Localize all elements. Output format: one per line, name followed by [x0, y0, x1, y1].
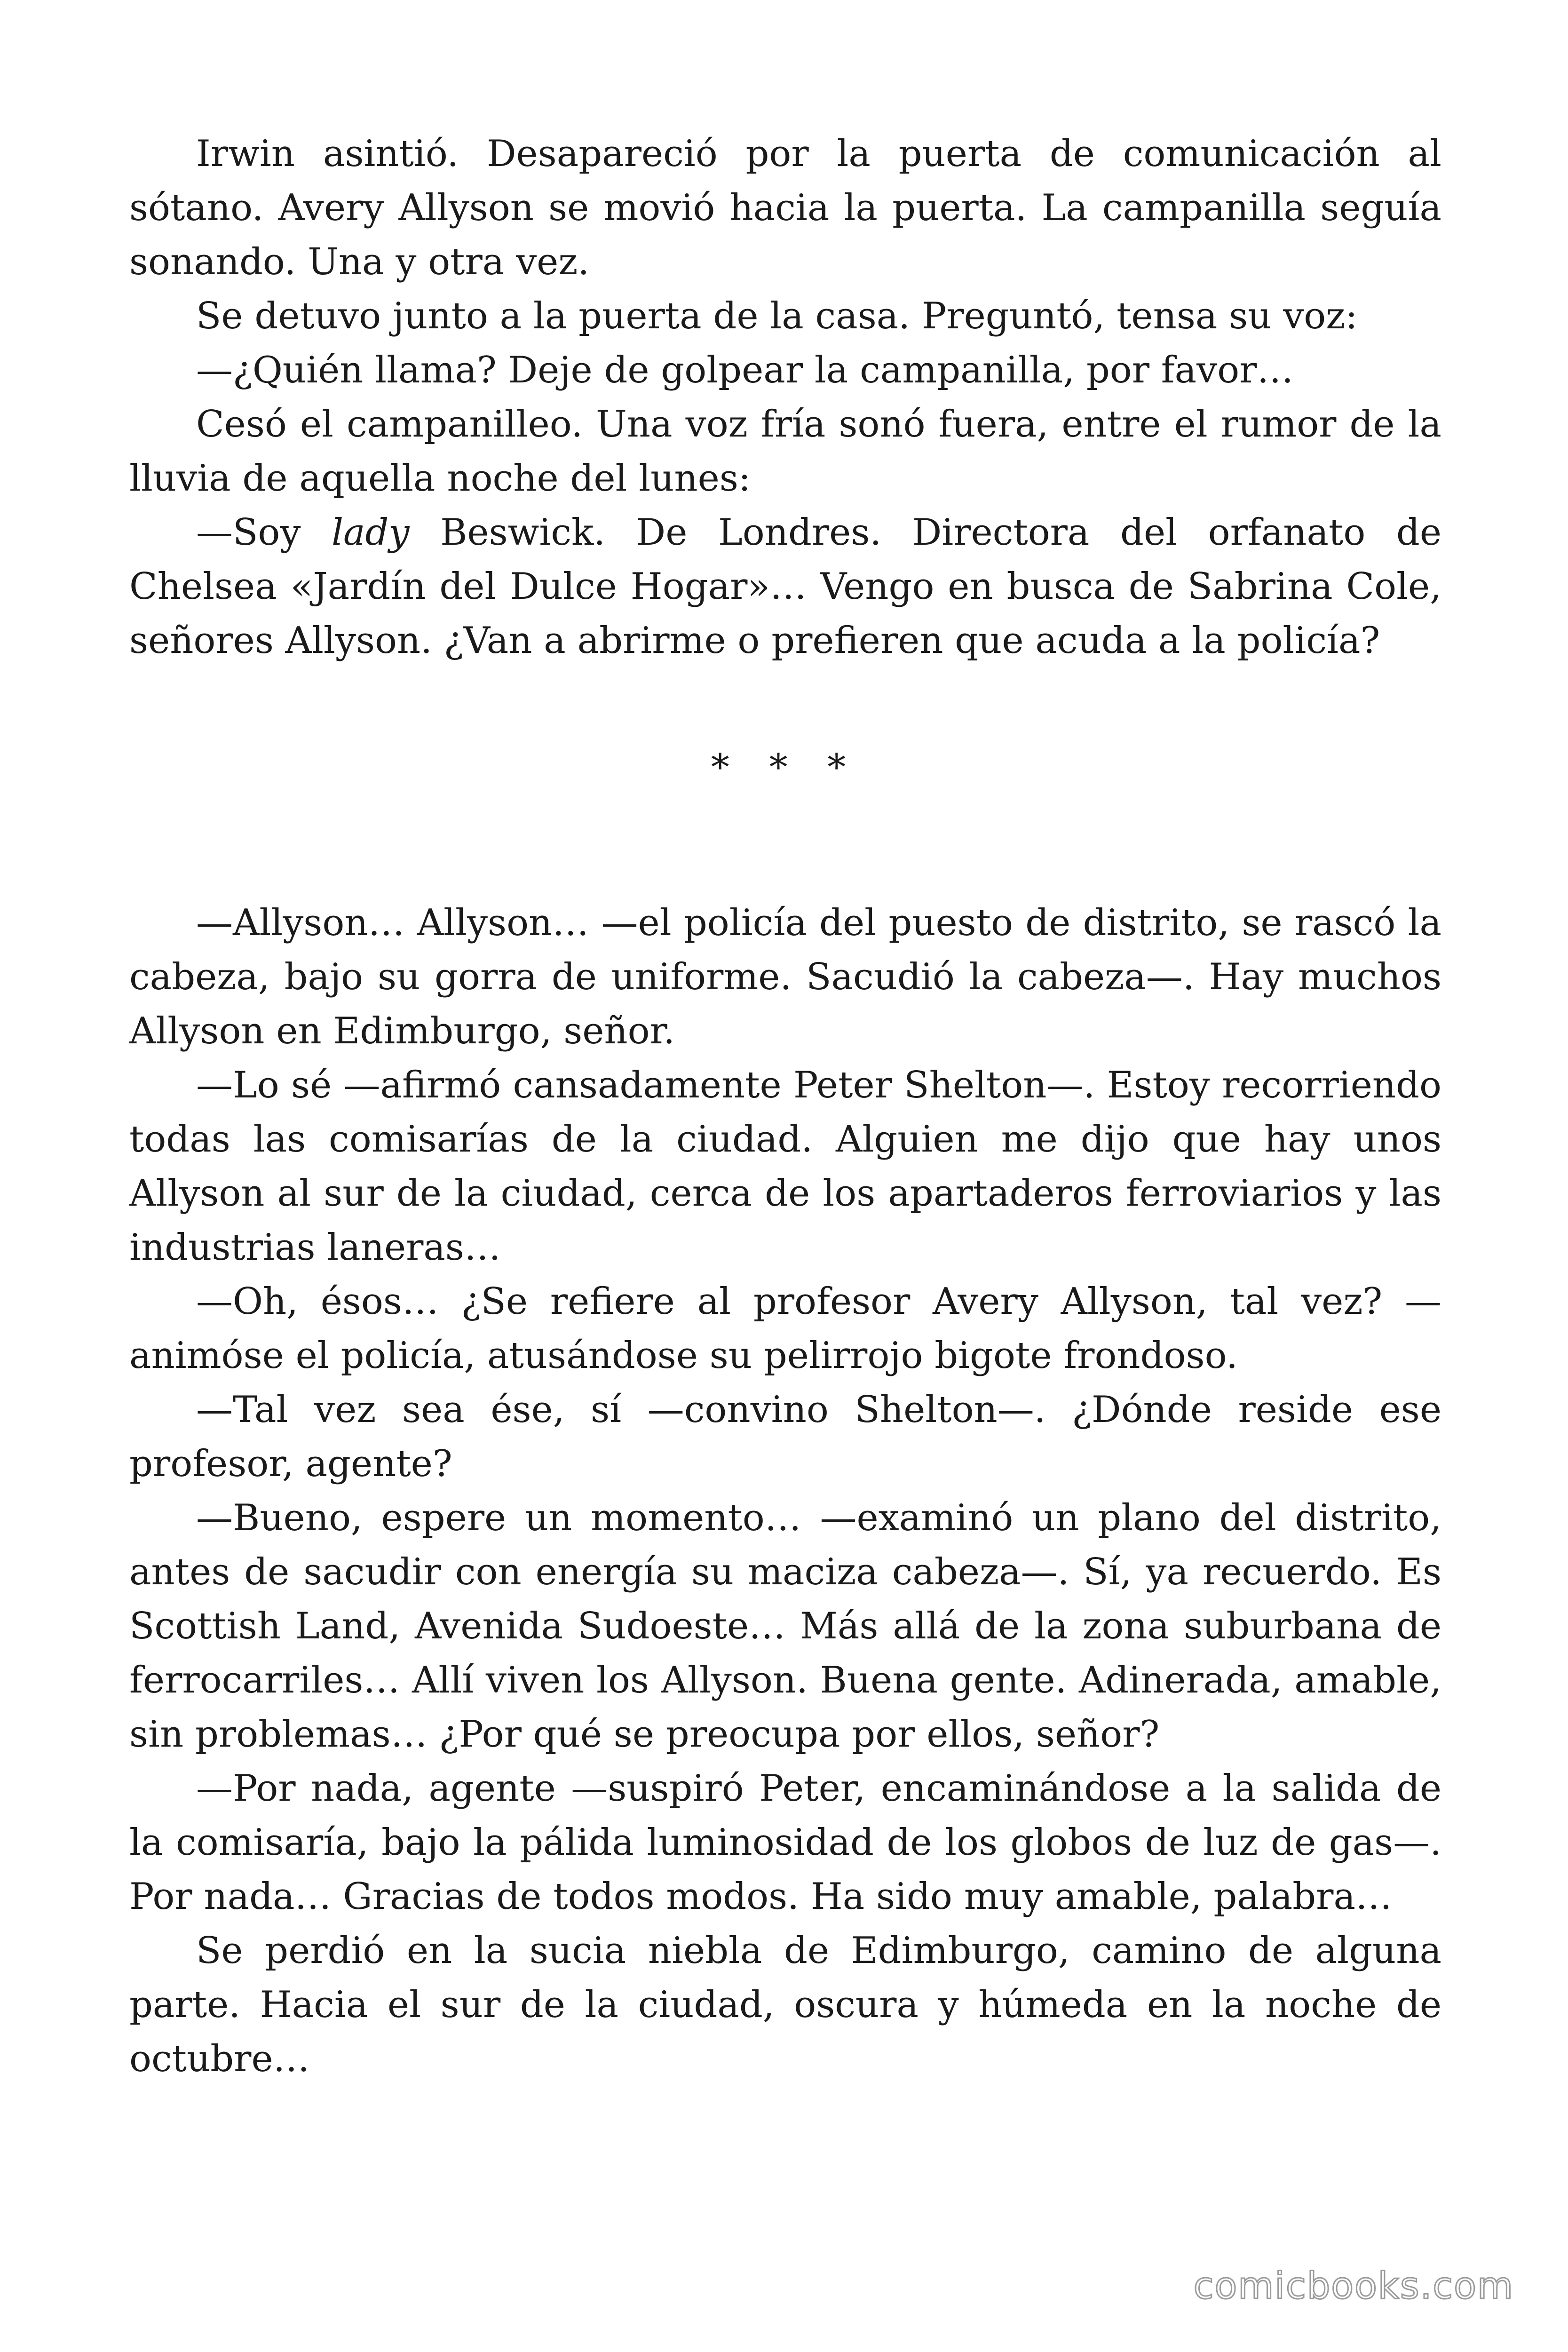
paragraph: —Oh, ésos… ¿Se refiere al profesor Avery Allyson, tal vez? —animóse el policía, atusándose su pelirrojo bigote frondoso.: [129, 1280, 1441, 1377]
paragraph-lady-beswick: [129, 506, 1441, 668]
scene-break: * * *: [711, 747, 860, 789]
paragraph: —¿Quién llama? Deje de golpear la campanilla, por favor…: [196, 349, 1294, 391]
book-page: [129, 127, 1441, 2086]
paragraph: Cesó el campanilleo. Una voz fría sonó fuera, entre el rumor de la lluvia de aquella noche del lunes:: [129, 403, 1441, 500]
watermark: comicbooks.com: [1193, 2265, 1514, 2307]
italic-word: lady: [332, 511, 410, 554]
paragraph: Se detuvo junto a la puerta de la casa. Preguntó, tensa su voz:: [196, 295, 1358, 337]
paragraph: —Por nada, agente —suspiró Peter, encaminándose a la salida de la comisaría, bajo la pálida luminosidad de los globos de luz de gas—. Por nada… Gracias de todos modos. Ha sido muy amable, palabra…: [129, 1767, 1441, 1918]
section-two: [129, 896, 1441, 2086]
paragraph: —Allyson… Allyson… —el policía del puesto de distrito, se rascó la cabeza, bajo su gorra de uniforme. Sacudió la cabeza—. Hay muchos Allyson en Edimburgo, señor.: [129, 902, 1441, 1052]
paragraph: Irwin asintió. Desapareció por la puerta de comunicación al sótano. Avery Allyson se movió hacia la puerta. La campanilla seguía sonando. Una y otra vez.: [129, 133, 1441, 283]
paragraph: —Lo sé —afirmó cansadamente Peter Shelton—. Estoy recorriendo todas las comisarías de la ciudad. Alguien me dijo que hay unos Allyson al sur de la ciudad, cerca de los apartaderos ferroviarios y las industrias laneras…: [129, 1064, 1441, 1269]
paragraph: —Bueno, espere un momento… —examinó un plano del distrito, antes de sacudir con energía su maciza cabeza—. Sí, ya recuerdo. Es Scottish Land, Avenida Sudoeste… Más allá de la zona suburbana de ferrocarriles… Allí viven los Allyson. Buena gente. Adinerada, amable, sin problemas… ¿Por qué se preocupa por ellos, señor?: [129, 1497, 1441, 1756]
paragraph: —Tal vez sea ése, sí —convino Shelton—. ¿Dónde reside ese profesor, agente?: [129, 1389, 1441, 1485]
text-segment: Beswick. De Londres. Directora del orfanato de Chelsea «Jardín del Dulce Hogar»… Vengo en busca de Sabrina Cole, señores Allyson. ¿Van a abrirme o prefieren que acuda a la policía?: [129, 511, 1441, 662]
text-segment: —Soy: [196, 511, 332, 554]
paragraph: Se perdió en la sucia niebla de Edimburgo, camino de alguna parte. Hacia el sur de la ciudad, oscura y húmeda en la noche de octubre…: [129, 1930, 1441, 2080]
